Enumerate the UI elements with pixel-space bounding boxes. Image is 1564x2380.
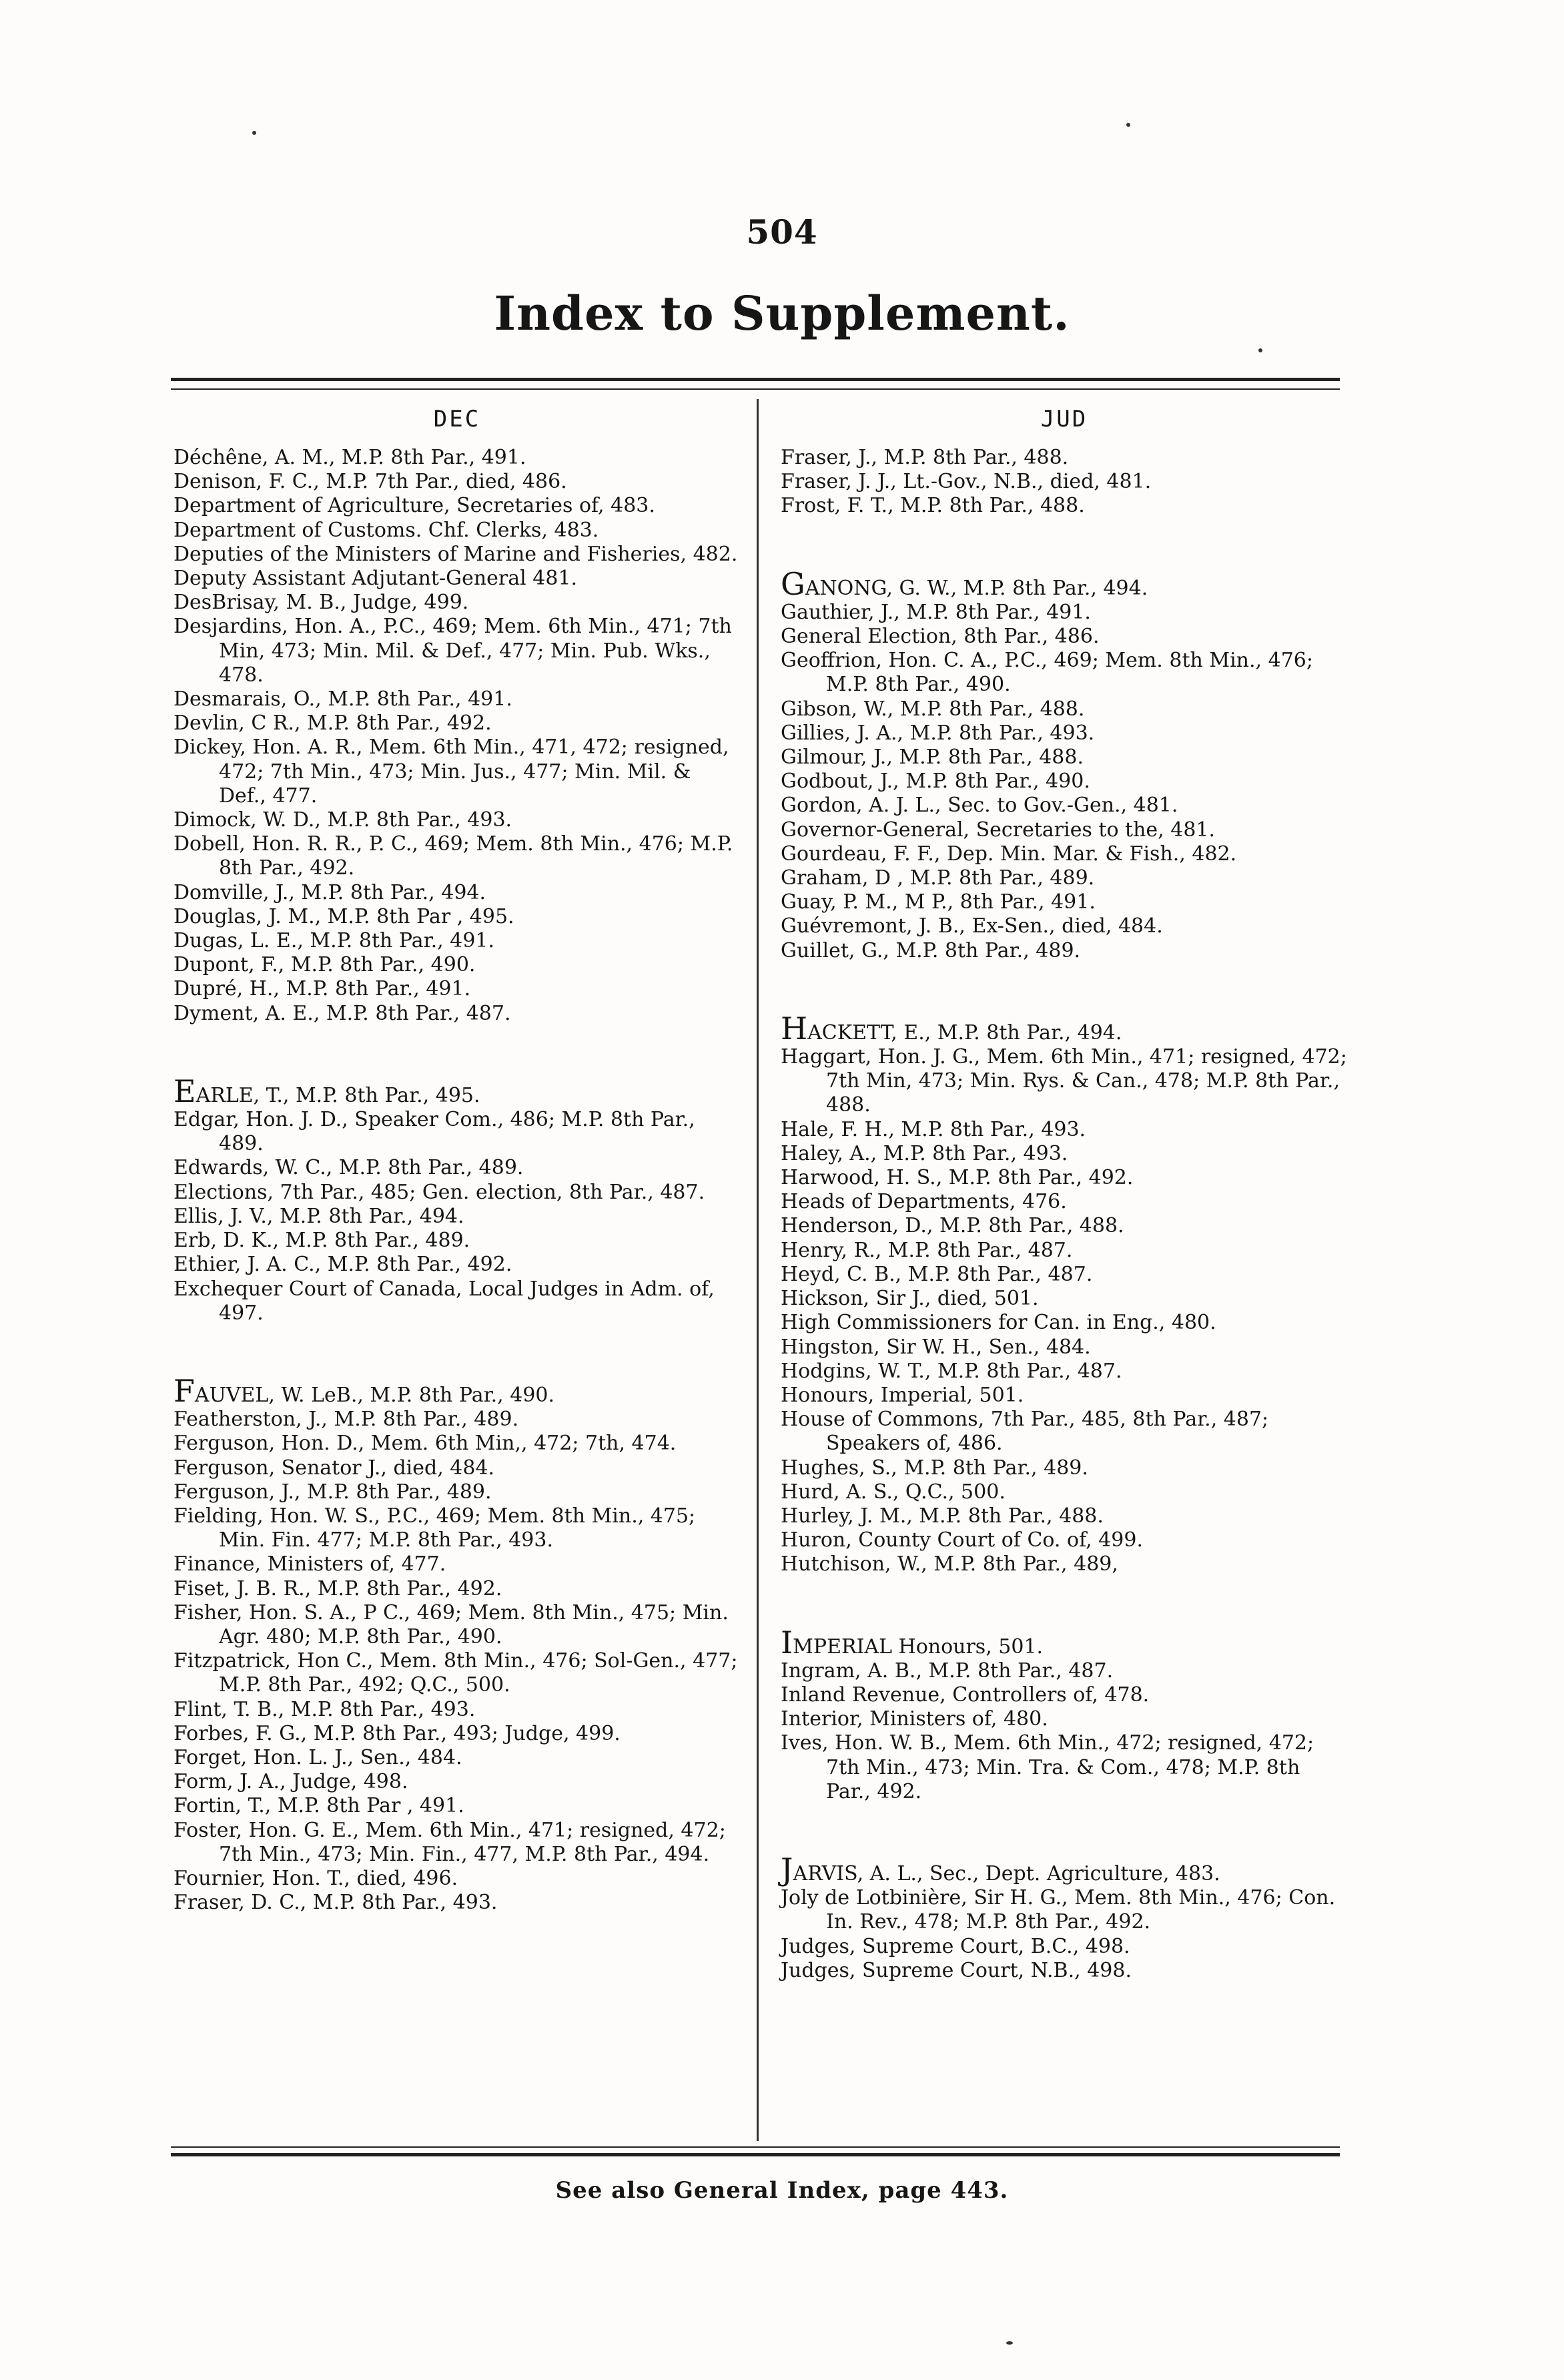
footer-note: See also General Index, page 443. bbox=[555, 2177, 1009, 2204]
index-entry-text: Henderson, D., M.P. 8th Par., 488. bbox=[781, 1214, 1124, 1238]
index-entry bbox=[173, 446, 741, 470]
index-entry bbox=[781, 721, 1348, 746]
index-entry bbox=[173, 591, 741, 615]
index-entry-text: Huron, County Court of Co. of, 499. bbox=[781, 1528, 1143, 1552]
index-entry-text: Dyment, A. E., M.P. 8th Par., 487. bbox=[173, 1001, 511, 1025]
index-entry bbox=[173, 1456, 741, 1480]
index-entry bbox=[781, 1528, 1348, 1552]
index-entry bbox=[781, 1552, 1348, 1576]
index-entry-text: Edgar, Hon. J. D., Speaker Com., 486; M.P. 8th Par., 489. bbox=[173, 1108, 695, 1156]
index-section bbox=[781, 1010, 1348, 1577]
index-entry bbox=[781, 1360, 1348, 1384]
index-entry bbox=[173, 1253, 741, 1277]
index-entry-text: Dugas, L. E., M.P. 8th Par., 491. bbox=[173, 929, 495, 953]
index-section bbox=[781, 1624, 1348, 1804]
index-entry bbox=[781, 1287, 1348, 1311]
index-entry-text: Joly de Lotbinière, Sir H. G., Mem. 8th Min., 476; Con. In. Rev., 478; M.P. 8th Par., 492. bbox=[781, 1886, 1336, 1934]
section-initial: I bbox=[781, 1624, 793, 1661]
index-entry-text: Dupré, H., M.P. 8th Par., 491. bbox=[173, 977, 471, 1001]
right-column-header: JUD bbox=[1040, 406, 1088, 432]
index-entry-text: Henry, R., M.P. 8th Par., 487. bbox=[781, 1238, 1073, 1262]
index-entry-text: Fortin, T., M.P. 8th Par , 491. bbox=[173, 1794, 464, 1818]
bottom-rule-thin bbox=[171, 2146, 1340, 2148]
index-entry bbox=[781, 1480, 1348, 1504]
index-entry bbox=[781, 1166, 1348, 1190]
index-entry-text: Finance, Ministers of, 477. bbox=[173, 1552, 446, 1576]
index-entry-text: Ingram, A. B., M.P. 8th Par., 487. bbox=[781, 1659, 1114, 1683]
index-section bbox=[781, 1851, 1348, 1983]
index-entry-text: Ellis, J. V., M.P. 8th Par., 494. bbox=[173, 1204, 464, 1228]
index-entry-text: Erb, D. K., M.P. 8th Par., 489. bbox=[173, 1229, 470, 1253]
index-entry bbox=[781, 818, 1348, 842]
index-entry bbox=[781, 794, 1348, 818]
index-entry bbox=[173, 1408, 741, 1432]
print-speck bbox=[1258, 348, 1262, 352]
index-entry-text: Honours, Imperial, 501. bbox=[781, 1383, 1024, 1407]
index-entry bbox=[781, 1263, 1348, 1287]
index-entry-text: Guillet, G., M.P. 8th Par., 489. bbox=[781, 938, 1081, 962]
index-entry-text: Heyd, C. B., M.P. 8th Par., 487. bbox=[781, 1262, 1093, 1286]
index-entry-text: Edwards, W. C., M.P. 8th Par., 489. bbox=[173, 1156, 524, 1180]
index-entry-text: Department of Customs. Chf. Clerks, 483. bbox=[173, 518, 599, 542]
index-entry bbox=[781, 1851, 1348, 1887]
index-entry bbox=[173, 1601, 741, 1649]
index-entry-text: Forbes, F. G., M.P. 8th Par., 493; Judge, 499. bbox=[173, 1721, 621, 1745]
index-entry bbox=[781, 1384, 1348, 1408]
index-entry bbox=[173, 1577, 741, 1601]
index-entry-text: Domville, J., M.P. 8th Par., 494. bbox=[173, 880, 486, 904]
index-entry bbox=[173, 735, 741, 808]
print-speck bbox=[1126, 123, 1130, 127]
index-entry bbox=[173, 543, 741, 567]
index-entry-text: DesBrisay, M. B., Judge, 499. bbox=[173, 591, 469, 615]
index-section bbox=[781, 446, 1348, 519]
index-entry-text: MPERIAL Honours, 501. bbox=[793, 1634, 1044, 1659]
index-entry bbox=[781, 866, 1348, 890]
index-entry bbox=[781, 1886, 1348, 1934]
index-entry-text: Fraser, J. J., Lt.-Gov., N.B., died, 481. bbox=[781, 470, 1152, 494]
index-entry bbox=[173, 519, 741, 543]
index-entry bbox=[173, 687, 741, 711]
index-entry bbox=[173, 1891, 741, 1915]
index-entry-text: Hingston, Sir W. H., Sen., 484. bbox=[781, 1335, 1091, 1359]
index-entry-text: Haggart, Hon. J. G., Mem. 6th Min., 471; resigned, 472; 7th Min, 473; Min. Rys. & Can., 478; M.P. 8th Par., 488. bbox=[781, 1045, 1347, 1117]
index-entry-text: Gibson, W., M.P. 8th Par., 488. bbox=[781, 697, 1085, 721]
top-rule-thick bbox=[171, 378, 1340, 381]
index-entry-text: Hale, F. H., M.P. 8th Par., 493. bbox=[781, 1117, 1086, 1141]
index-entry-text: Douglas, J. M., M.P. 8th Par , 495. bbox=[173, 904, 514, 928]
index-entry-text: Gourdeau, F. F., Dep. Min. Mar. & Fish., 482. bbox=[781, 842, 1237, 866]
section-initial: H bbox=[781, 1010, 808, 1047]
section-initial: J bbox=[781, 1851, 793, 1887]
index-entry-text: Elections, 7th Par., 485; Gen. election, 8th Par., 487. bbox=[173, 1180, 705, 1204]
index-entry bbox=[173, 711, 741, 735]
index-section bbox=[173, 446, 741, 1026]
index-entry-text: Fitzpatrick, Hon C., Mem. 8th Min., 476; Sol-Gen., 477; M.P. 8th Par., 492; Q.C., 500. bbox=[173, 1649, 738, 1697]
index-entry bbox=[781, 470, 1348, 494]
index-section bbox=[173, 1372, 741, 1915]
index-entry bbox=[781, 1624, 1348, 1661]
index-entry-text: AUVEL, W. LeB., M.P. 8th Par., 490. bbox=[194, 1383, 555, 1407]
index-entry bbox=[781, 1659, 1348, 1683]
index-entry-text: Judges, Supreme Court, N.B., 498. bbox=[781, 1958, 1132, 1982]
index-entry-text: Dickey, Hon. A. R., Mem. 6th Min., 471, 472; resigned, 472; 7th Min., 473; Min. Jus., 477; Min. Mil. & Def., 477. bbox=[173, 735, 729, 808]
index-entry bbox=[781, 649, 1348, 697]
index-entry-text: Godbout, J., M.P. 8th Par., 490. bbox=[781, 770, 1090, 794]
index-entry bbox=[173, 929, 741, 953]
index-entry bbox=[173, 1432, 741, 1456]
index-entry-text: Devlin, C R., M.P. 8th Par., 492. bbox=[173, 711, 492, 735]
index-entry-text: Guévremont, J. B., Ex-Sen., died, 484. bbox=[781, 914, 1163, 938]
index-entry bbox=[173, 1698, 741, 1722]
index-entry-text: Form, J. A., Judge, 498. bbox=[173, 1770, 408, 1794]
index-entry bbox=[781, 1335, 1348, 1360]
index-entry bbox=[173, 1819, 741, 1867]
index-entry bbox=[781, 1683, 1348, 1707]
index-entry bbox=[173, 905, 741, 929]
bottom-rule-thick bbox=[171, 2153, 1340, 2156]
index-entry-text: Desmarais, O., M.P. 8th Par., 491. bbox=[173, 687, 512, 711]
index-entry-text: Heads of Departments, 476. bbox=[781, 1190, 1067, 1214]
index-entry-text: Guay, P. M., M P., 8th Par., 491. bbox=[781, 890, 1096, 914]
page-title: Index to Supplement. bbox=[494, 286, 1070, 341]
section-initial: G bbox=[781, 565, 805, 602]
index-entry-text: Gilmour, J., M.P. 8th Par., 488. bbox=[781, 746, 1084, 770]
index-entry-text: Exchequer Court of Canada, Local Judges in Adm. of, 497. bbox=[173, 1277, 715, 1325]
index-entry bbox=[781, 1010, 1348, 1047]
index-entry bbox=[173, 1181, 741, 1205]
index-entry bbox=[781, 890, 1348, 914]
index-entry bbox=[781, 1959, 1348, 1983]
index-entry bbox=[173, 977, 741, 1001]
index-entry bbox=[173, 1504, 741, 1552]
left-column-header: DEC bbox=[433, 406, 481, 432]
index-entry bbox=[781, 446, 1348, 470]
index-entry bbox=[173, 1156, 741, 1180]
index-entry bbox=[781, 697, 1348, 721]
index-entry-text: Gordon, A. J. L., Sec. to Gov.-Gen., 481. bbox=[781, 794, 1178, 818]
section-initial: E bbox=[173, 1073, 196, 1109]
index-entry bbox=[781, 746, 1348, 770]
index-entry bbox=[173, 953, 741, 977]
index-entry-text: Dobell, Hon. R. R., P. C., 469; Mem. 8th Min., 476; M.P. 8th Par., 492. bbox=[173, 832, 733, 880]
index-entry bbox=[781, 1142, 1348, 1166]
index-entry bbox=[781, 842, 1348, 866]
index-entry bbox=[173, 1277, 741, 1325]
index-entry-text: Fraser, D. C., M.P. 8th Par., 493. bbox=[173, 1891, 498, 1915]
index-entry bbox=[173, 1372, 741, 1409]
index-entry-text: Ferguson, Senator J., died, 484. bbox=[173, 1456, 495, 1480]
index-entry bbox=[781, 565, 1348, 602]
index-entry-text: Hutchison, W., M.P. 8th Par., 489, bbox=[781, 1552, 1118, 1576]
index-entry-text: Dimock, W. D., M.P. 8th Par., 493. bbox=[173, 808, 512, 832]
index-entry-text: Gillies, J. A., M.P. 8th Par., 493. bbox=[781, 721, 1095, 745]
index-entry bbox=[781, 1190, 1348, 1214]
index-entry bbox=[781, 914, 1348, 938]
print-speck bbox=[252, 131, 256, 135]
index-entry bbox=[173, 881, 741, 905]
index-entry-text: Foster, Hon. G. E., Mem. 6th Min., 471; resigned, 472; 7th Min., 473; Min. Fin., 477, M.P. 8th Par., 494. bbox=[173, 1818, 726, 1866]
index-entry-text: Ferguson, Hon. D., Mem. 6th Min,, 472; 7th, 474. bbox=[173, 1432, 677, 1456]
index-entry bbox=[781, 494, 1348, 518]
index-entry bbox=[781, 1045, 1348, 1118]
index-entry bbox=[781, 601, 1348, 625]
index-entry bbox=[173, 494, 741, 518]
index-entry bbox=[781, 1935, 1348, 1959]
index-entry-text: High Commissioners for Can. in Eng., 480. bbox=[781, 1311, 1216, 1335]
index-entry-text: Deputies of the Ministers of Marine and Fisheries, 482. bbox=[173, 542, 738, 566]
index-entry-text: Ives, Hon. W. B., Mem. 6th Min., 472; resigned, 472; 7th Min., 473; Min. Tra. & Com., 478; M.P. 8th Par., 492. bbox=[781, 1731, 1314, 1803]
index-entry bbox=[781, 1456, 1348, 1480]
index-entry bbox=[781, 939, 1348, 963]
index-entry bbox=[781, 770, 1348, 794]
column-divider bbox=[757, 399, 759, 2141]
index-entry-text: Ferguson, J., M.P. 8th Par., 489. bbox=[173, 1480, 492, 1504]
index-entry-text: Fisher, Hon. S. A., P C., 469; Mem. 8th Min., 475; Min. Agr. 480; M.P. 8th Par., 490. bbox=[173, 1600, 729, 1649]
index-entry bbox=[173, 808, 741, 832]
print-speck bbox=[1006, 2341, 1013, 2345]
index-entry bbox=[173, 1552, 741, 1576]
index-entry bbox=[781, 1504, 1348, 1528]
index-entry-text: Fraser, J., M.P. 8th Par., 488. bbox=[781, 446, 1069, 469]
right-column bbox=[781, 406, 1348, 1983]
top-rule-thin bbox=[171, 388, 1340, 390]
index-entry-text: Dupont, F., M.P. 8th Par., 490. bbox=[173, 953, 476, 977]
index-entry bbox=[173, 1722, 741, 1746]
index-entry bbox=[173, 1073, 741, 1109]
index-entry-text: Governor-General, Secretaries to the, 481. bbox=[781, 818, 1216, 842]
index-entry bbox=[173, 470, 741, 494]
index-entry-text: Interior, Ministers of, 480. bbox=[781, 1707, 1048, 1731]
index-entry-text: ANONG, G. W., M.P. 8th Par., 494. bbox=[805, 576, 1148, 600]
index-entry-text: Hughes, S., M.P. 8th Par., 489. bbox=[781, 1456, 1088, 1480]
index-entry-text: Fiset, J. B. R., M.P. 8th Par., 492. bbox=[173, 1576, 502, 1600]
index-entry bbox=[781, 1214, 1348, 1238]
index-entry bbox=[173, 832, 741, 880]
index-entry-text: Forget, Hon. L. J., Sen., 484. bbox=[173, 1745, 462, 1769]
index-entry bbox=[173, 1480, 741, 1504]
index-entry bbox=[781, 1707, 1348, 1731]
index-entry-text: Hurley, J. M., M.P. 8th Par., 488. bbox=[781, 1504, 1104, 1528]
index-entry-text: Frost, F. T., M.P. 8th Par., 488. bbox=[781, 494, 1085, 518]
index-entry-text: Flint, T. B., M.P. 8th Par., 493. bbox=[173, 1697, 476, 1721]
index-entry bbox=[173, 1794, 741, 1818]
index-entry-text: Graham, D , M.P. 8th Par., 489. bbox=[781, 866, 1095, 890]
index-entry bbox=[173, 1867, 741, 1891]
index-entry-text: General Election, 8th Par., 486. bbox=[781, 625, 1100, 649]
index-entry-text: Harwood, H. S., M.P. 8th Par., 492. bbox=[781, 1166, 1134, 1190]
index-entry-text: Hickson, Sir J., died, 501. bbox=[781, 1287, 1039, 1311]
index-entry-text: Haley, A., M.P. 8th Par., 493. bbox=[781, 1141, 1068, 1165]
index-entry bbox=[781, 625, 1348, 649]
page-number: 504 bbox=[746, 212, 818, 252]
index-entry-text: Fournier, Hon. T., died, 496. bbox=[173, 1866, 458, 1890]
index-entry-text: Déchêne, A. M., M.P. 8th Par., 491. bbox=[173, 446, 526, 469]
index-entry-text: Inland Revenue, Controllers of, 478. bbox=[781, 1683, 1150, 1707]
index-entry bbox=[781, 1408, 1348, 1456]
right-column-body bbox=[781, 446, 1348, 1983]
index-entry-text: ARLE, T., M.P. 8th Par., 495. bbox=[196, 1083, 480, 1107]
index-entry-text: Fielding, Hon. W. S., P.C., 469; Mem. 8th Min., 475; Min. Fin. 477; M.P. 8th Par., 493. bbox=[173, 1504, 696, 1552]
index-entry-text: ARVIS, A. L., Sec., Dept. Agriculture, 483. bbox=[793, 1861, 1220, 1885]
index-entry-text: House of Commons, 7th Par., 485, 8th Par., 487; Speakers of, 486. bbox=[781, 1408, 1269, 1456]
left-column bbox=[173, 406, 741, 1915]
index-entry bbox=[173, 1002, 741, 1026]
index-entry-text: Hurd, A. S., Q.C., 500. bbox=[781, 1480, 1006, 1504]
index-entry bbox=[781, 1731, 1348, 1804]
index-entry-text: Denison, F. C., M.P. 7th Par., died, 486. bbox=[173, 470, 567, 494]
index-entry-text: Geoffrion, Hon. C. A., P.C., 469; Mem. 8th Min., 476; M.P. 8th Par., 490. bbox=[781, 649, 1313, 697]
index-entry bbox=[173, 1649, 741, 1697]
index-entry bbox=[173, 615, 741, 687]
index-section bbox=[781, 565, 1348, 963]
index-entry bbox=[781, 1311, 1348, 1335]
index-entry-text: Gauthier, J., M.P. 8th Par., 491. bbox=[781, 600, 1091, 624]
index-entry-text: Featherston, J., M.P. 8th Par., 489. bbox=[173, 1408, 519, 1432]
index-entry-text: Hodgins, W. T., M.P. 8th Par., 487. bbox=[781, 1359, 1122, 1383]
index-entry bbox=[173, 567, 741, 591]
left-column-body bbox=[173, 446, 741, 1915]
index-entry-text: Department of Agriculture, Secretaries of, 483. bbox=[173, 494, 655, 518]
index-entry-text: Ethier, J. A. C., M.P. 8th Par., 492. bbox=[173, 1253, 512, 1277]
index-entry-text: Deputy Assistant Adjutant-General 481. bbox=[173, 567, 578, 591]
index-entry-text: Desjardins, Hon. A., P.C., 469; Mem. 6th Min., 471; 7th Min, 473; Min. Mil. & Def., 477; Min. Pub. Wks., 478. bbox=[173, 615, 732, 687]
index-entry-text: ACKETT, E., M.P. 8th Par., 494. bbox=[807, 1020, 1122, 1045]
index-entry bbox=[781, 1118, 1348, 1142]
index-entry bbox=[173, 1229, 741, 1253]
index-entry bbox=[173, 1770, 741, 1794]
index-entry-text: Judges, Supreme Court, B.C., 498. bbox=[781, 1934, 1130, 1958]
section-initial: F bbox=[173, 1372, 195, 1409]
index-entry bbox=[173, 1746, 741, 1770]
index-entry bbox=[781, 1239, 1348, 1263]
index-entry bbox=[173, 1205, 741, 1229]
index-entry bbox=[173, 1108, 741, 1156]
index-section bbox=[173, 1073, 741, 1325]
